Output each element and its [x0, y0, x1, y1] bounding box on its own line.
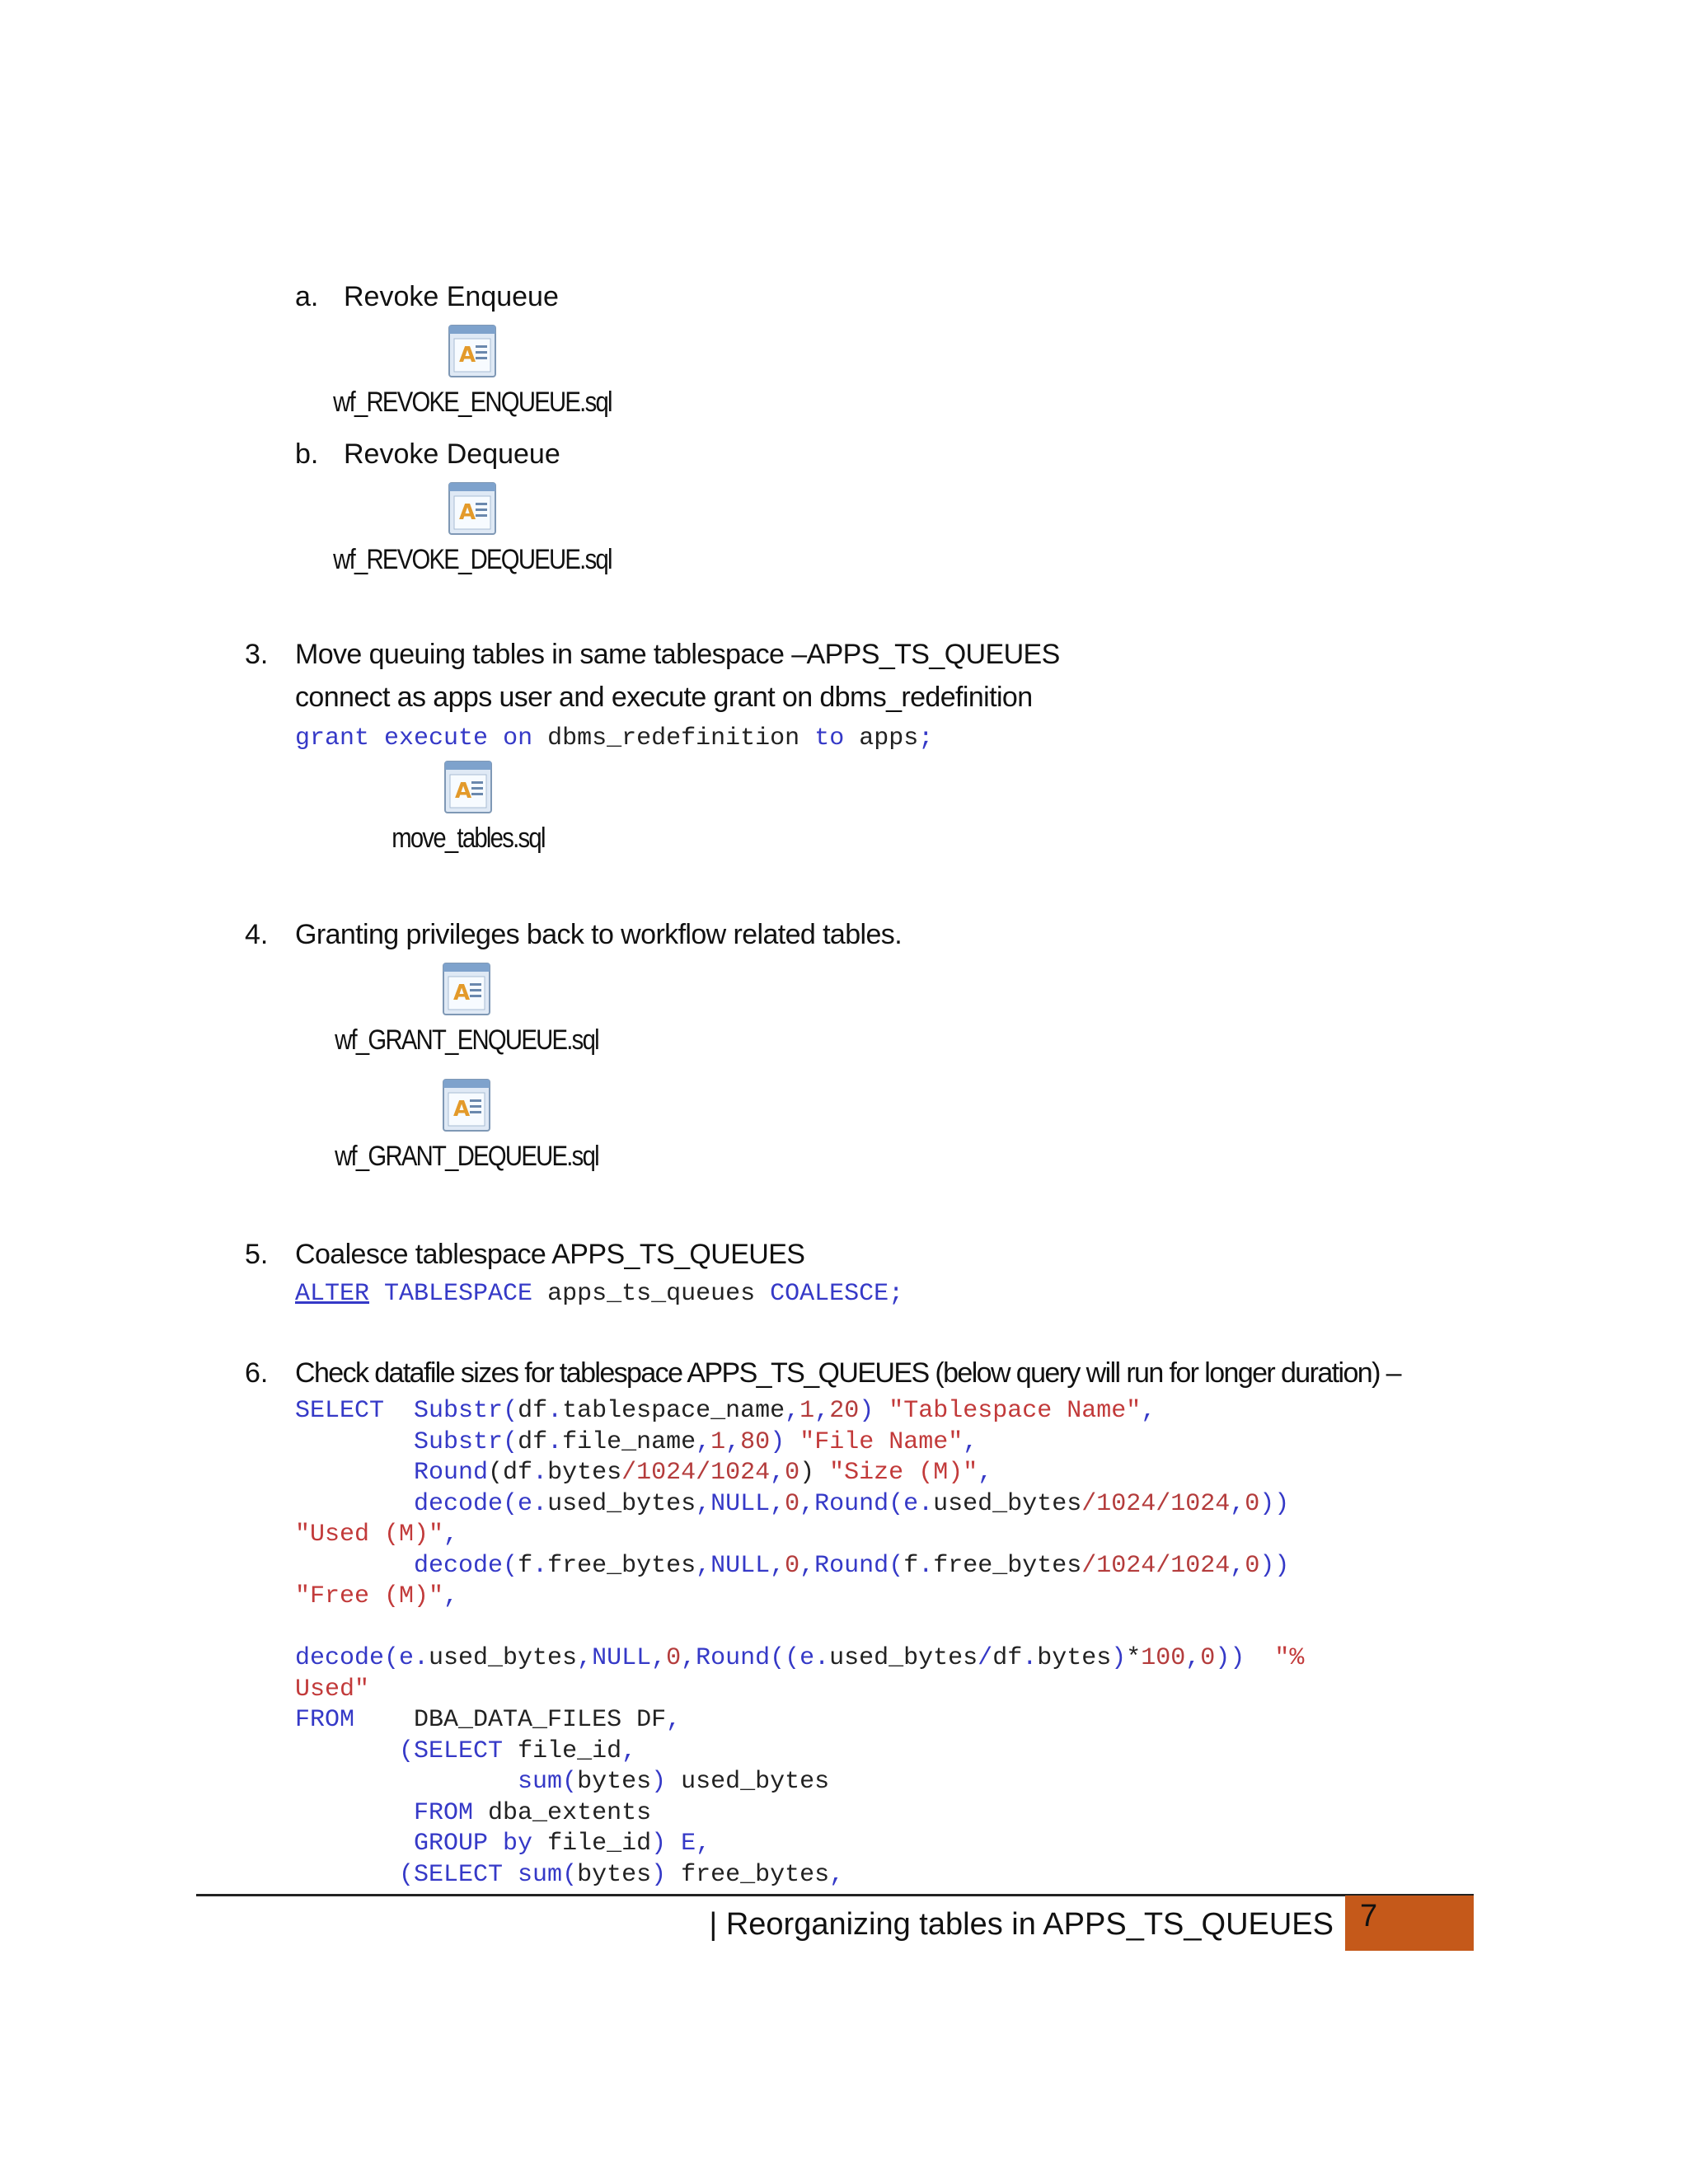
step-3-number: 3.: [245, 639, 269, 670]
step-6-number: 6.: [245, 1357, 269, 1389]
step-b-label: b.: [295, 438, 319, 470]
svg-text:A: A: [455, 779, 472, 804]
footer-title: | Reorganizing tables in APPS_TS_QUEUES: [709, 1907, 1334, 1942]
code-keyword: TABLESPACE: [384, 1280, 533, 1308]
sql-file-icon: [448, 324, 497, 378]
alter-link[interactable]: ALTER: [295, 1280, 370, 1308]
attachment-filename: wf_REVOKE_ENQUEUE.sql: [333, 387, 612, 418]
code-keyword: on: [503, 724, 533, 752]
step-a-text: Revoke Enqueue: [344, 281, 559, 312]
code-keyword: COALESCE: [770, 1280, 889, 1308]
code-identifier: apps: [859, 724, 919, 752]
attachment-filename: wf_GRANT_ENQUEUE.sql: [335, 1024, 598, 1056]
step-4-number: 4.: [245, 919, 269, 950]
step-3-subtext: connect as apps user and execute grant on dbms_redefinition: [295, 682, 1033, 713]
datafile-size-query: SELECT Substr(df.tablespace_name,1,20) "Tablespace Name", Substr(df.file_name,1,80) "File Name", Round(df.bytes/1024/1024,0) "Size (M)", decode(e.used_bytes,NULL,0,Round(e.used_bytes/1024/1024,0)) "Used (M)", decode(f.free_bytes,NULL,0,Round(f.free_bytes/1024/1024,0)) "Free (M)", decode(e.used_bytes,NULL,0,Round((e.used_bytes/df.bytes)*100,0)) "% Used" FROM DBA_DATA_FILES DF, (SELECT file_id, sum(bytes) used_bytes FROM dba_extents GROUP by file_id) E, (SELECT sum(bytes) free_bytes,: [295, 1397, 1305, 1889]
code-punct: ;: [889, 1280, 904, 1308]
step-6-text: Check datafile sizes for tablespace APPS_TS_QUEUES (below query will run for longer duration) –: [295, 1357, 1400, 1389]
grant-code-line: [295, 724, 933, 755]
attachment-filename: wf_GRANT_DEQUEUE.sql: [335, 1141, 598, 1172]
attachment-filename: wf_REVOKE_DEQUEUE.sql: [333, 544, 612, 575]
code-identifier: dbms_redefinition: [547, 724, 800, 752]
code-keyword: execute: [384, 724, 489, 752]
step-3-text: Move queuing tables in same tablespace –APPS_TS_QUEUES: [295, 639, 1060, 670]
step-5-number: 5.: [245, 1239, 269, 1270]
sql-file-icon: [448, 481, 497, 536]
svg-text:A: A: [459, 500, 476, 525]
code-keyword: to: [814, 724, 845, 752]
sql-file-icon: [442, 962, 491, 1016]
svg-text:A: A: [453, 1097, 471, 1122]
footer-rule: [196, 1894, 1474, 1896]
svg-text:A: A: [459, 343, 476, 368]
sql-file-icon: [442, 1078, 491, 1132]
step-5-text: Coalesce tablespace APPS_TS_QUEUES: [295, 1239, 805, 1270]
svg-text:A: A: [453, 981, 471, 1005]
coalesce-code-line: [295, 1279, 903, 1310]
attachment-filename: move_tables.sql: [392, 823, 545, 854]
step-4-text: Granting privileges back to workflow related tables.: [295, 919, 903, 950]
step-a-label: a.: [295, 281, 319, 312]
code-keyword: grant: [295, 724, 370, 752]
code-punct: ;: [918, 724, 934, 752]
step-b-text: Revoke Dequeue: [344, 438, 560, 470]
code-identifier: apps_ts_queues: [547, 1280, 756, 1308]
page-number: 7: [1345, 1896, 1474, 1951]
sql-file-icon: [443, 760, 493, 814]
